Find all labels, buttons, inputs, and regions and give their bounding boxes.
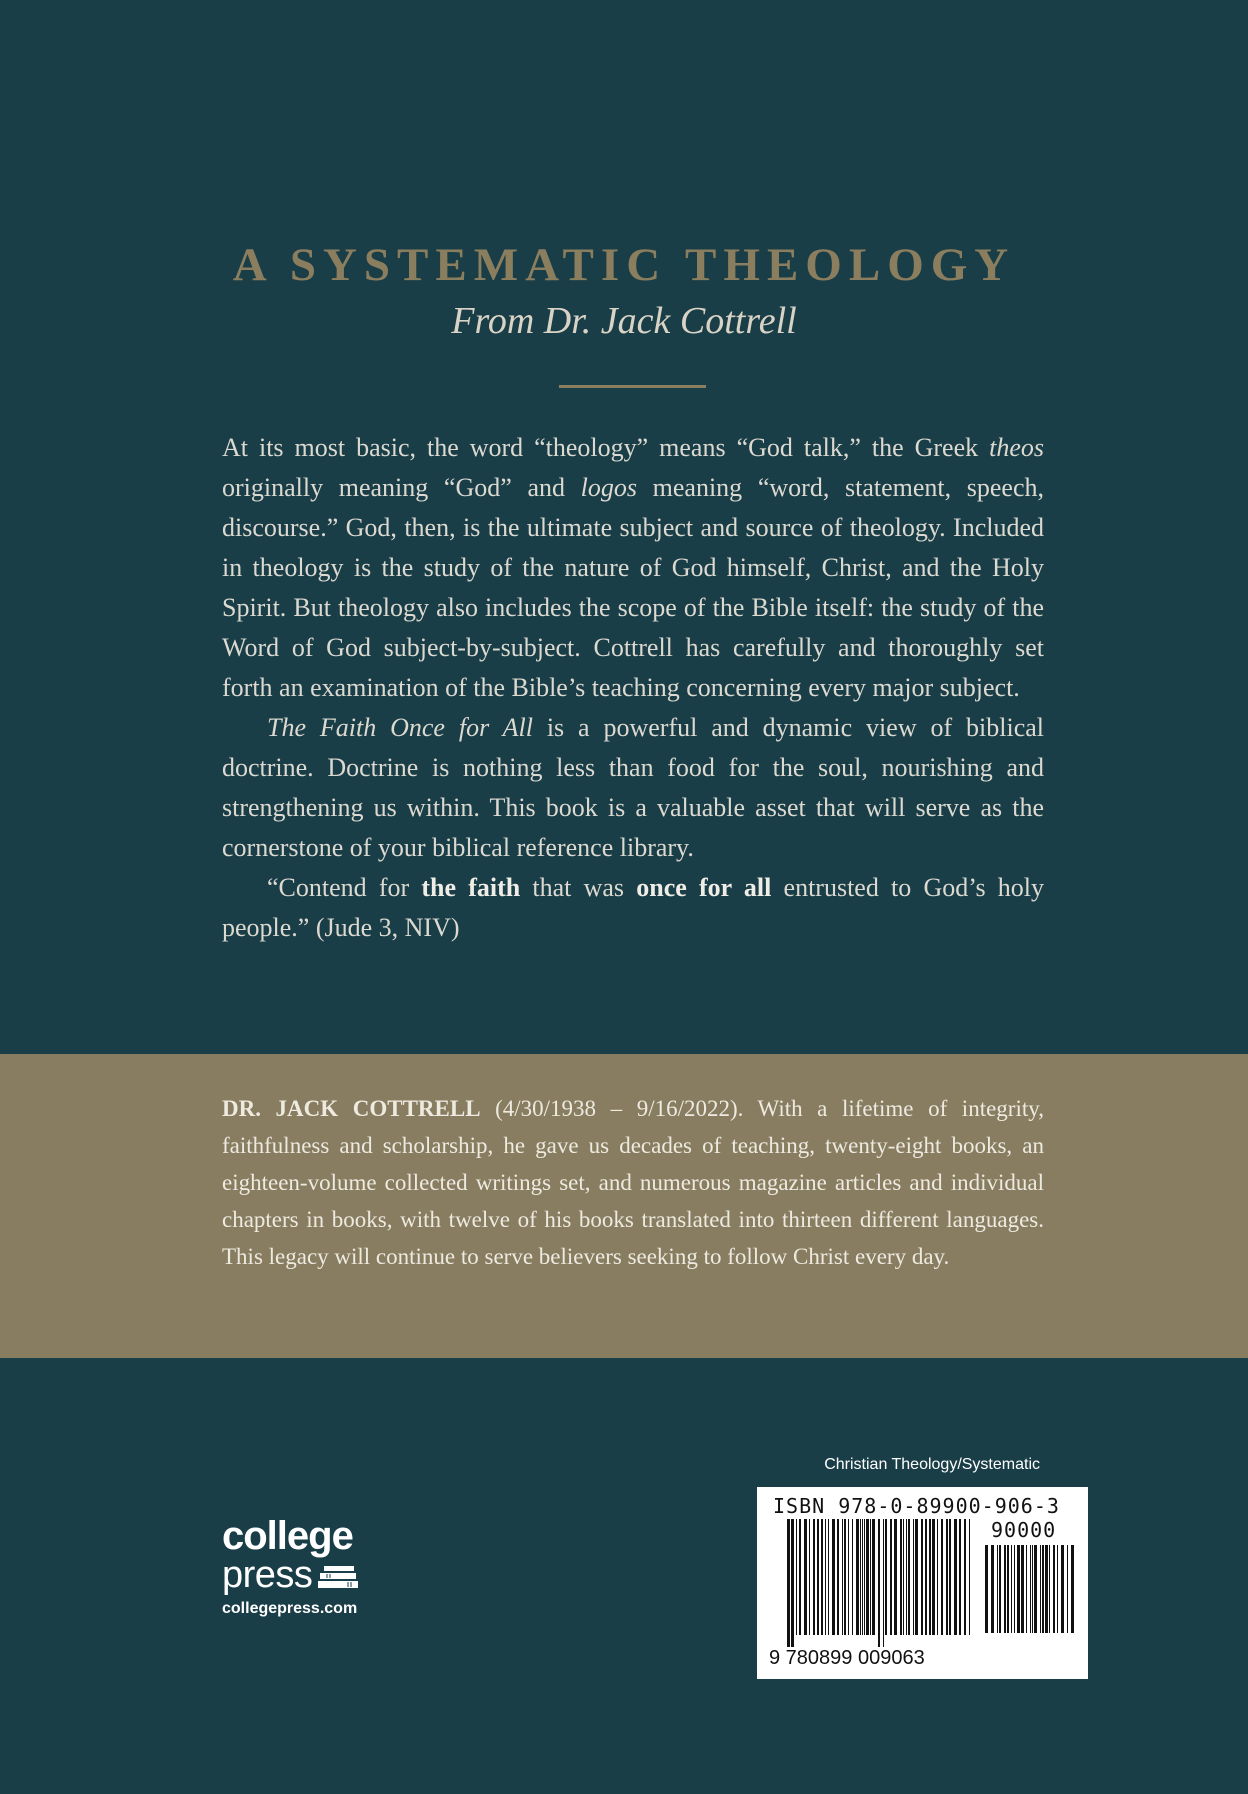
barcode-bar xyxy=(1057,1545,1058,1633)
book-subtitle: From Dr. Jack Cottrell xyxy=(451,300,797,342)
description-paragraph-1: At its most basic, the word “theology” means “God talk,” the Greek theos originally meaning “God” and logos meaning “word, statement, speech, discourse.” God, then, is the ultimate subject and source of theology. Included in theology is the study of the nature of God himself, Christ, and the Holy Spirit. But theology also includes the scope of the Bible itself: the study of the Word of God subject-by-subject. Cottrell has carefully and thoroughly set forth an examination of the Bible’s teaching concerning every major subject. xyxy=(222,433,1044,702)
barcode-bar xyxy=(864,1519,865,1635)
barcode-bar xyxy=(969,1519,970,1635)
barcode-bar xyxy=(870,1519,871,1635)
barcode-bar xyxy=(915,1519,918,1635)
barcode-bar xyxy=(1014,1545,1015,1633)
barcode-bar xyxy=(787,1519,790,1647)
barcode-bar xyxy=(932,1519,935,1635)
isbn-number: ISBN 978-0-89900-906-3 xyxy=(773,1494,1060,1518)
publisher-logo xyxy=(222,1516,358,1618)
barcode-bar xyxy=(929,1519,931,1635)
barcode-bar xyxy=(872,1519,875,1635)
barcode-bar xyxy=(997,1545,998,1633)
barcode-bar xyxy=(825,1519,826,1635)
barcode-bar xyxy=(1045,1545,1048,1633)
barcode-bar xyxy=(999,1545,1001,1633)
publisher-logo-line2: press xyxy=(222,1554,313,1596)
barcode-bar xyxy=(860,1519,861,1635)
barcode-bar xyxy=(1026,1545,1027,1633)
barcode-bar xyxy=(1032,1545,1033,1633)
barcode-bar xyxy=(791,1519,794,1647)
barcode-bar xyxy=(1004,1545,1006,1633)
author-bio-band xyxy=(0,1054,1248,1358)
barcode-bar xyxy=(937,1519,938,1635)
isbn-barcode xyxy=(757,1487,1088,1679)
barcode-bar xyxy=(949,1519,951,1635)
barcode-bar xyxy=(959,1519,961,1635)
barcode-bar xyxy=(954,1519,957,1635)
barcode-bar xyxy=(1030,1545,1031,1633)
barcode-bar xyxy=(1007,1545,1009,1633)
barcode-bar xyxy=(832,1519,835,1635)
book-series-title: A SYSTEMATIC THEOLOGY xyxy=(232,239,1016,291)
barcode-bar xyxy=(817,1519,819,1635)
books-icon xyxy=(318,1566,358,1588)
barcode-bar xyxy=(1049,1545,1050,1633)
ean-digits: 9 780899 009063 xyxy=(769,1647,925,1669)
barcode-bar xyxy=(894,1519,897,1635)
ean-barcode-bars xyxy=(787,1519,973,1647)
barcode-bar xyxy=(862,1519,863,1635)
barcode-bar xyxy=(1021,1545,1024,1633)
barcode-bar xyxy=(1067,1545,1068,1633)
barcode-bar xyxy=(809,1519,810,1635)
barcode-bar xyxy=(883,1519,884,1647)
barcode-bar xyxy=(900,1519,902,1635)
barcode-bar xyxy=(813,1519,815,1635)
description-paragraph-3: “Contend for the faith that was once for all entrusted to God’s holy people.” (Jude 3, NIV) xyxy=(222,873,1044,942)
barcode-bar xyxy=(842,1519,843,1635)
barcode-bar xyxy=(906,1519,907,1635)
barcode-bar xyxy=(913,1519,914,1635)
barcode-bar xyxy=(1034,1545,1037,1633)
barcode-bar xyxy=(964,1519,966,1635)
price-code: 90000 xyxy=(991,1518,1057,1542)
author-name: DR. JACK COTTRELL xyxy=(222,1096,481,1121)
barcode-bar xyxy=(921,1519,923,1635)
subject-category: Christian Theology/Systematic xyxy=(824,1456,1040,1473)
addon-barcode-bars xyxy=(985,1545,1077,1645)
barcode-bar xyxy=(856,1519,859,1635)
barcode-bar xyxy=(1011,1545,1012,1633)
title-divider xyxy=(559,385,706,388)
barcode-bar xyxy=(908,1519,910,1635)
barcode-bar xyxy=(796,1519,797,1635)
description-paragraph-2: The Faith Once for All is a powerful and dynamic view of biblical doctrine. Doctrine is nothing less than food for the soul, nourishing and strengthening us within. This book is a valuable asset that will serve as the cornerstone of your biblical reference library. xyxy=(222,713,1044,862)
publisher-url: collegepress.com xyxy=(222,1600,358,1617)
barcode-bar xyxy=(890,1519,892,1635)
barcode-bar xyxy=(878,1519,880,1647)
barcode-bar xyxy=(946,1519,948,1635)
barcode-bar xyxy=(985,1545,988,1633)
barcode-bar xyxy=(903,1519,904,1635)
barcode-bar xyxy=(991,1545,994,1633)
barcode-bar xyxy=(1017,1545,1020,1633)
barcode-bar xyxy=(866,1519,869,1635)
barcode-bar xyxy=(821,1519,823,1635)
barcode-bar xyxy=(844,1519,846,1635)
barcode-bar xyxy=(804,1519,807,1635)
barcode-bar xyxy=(1042,1545,1044,1633)
publisher-logo-line1: college xyxy=(222,1514,353,1558)
barcode-bar xyxy=(1061,1545,1064,1633)
barcode-bar xyxy=(1040,1545,1041,1633)
barcode-bar xyxy=(828,1519,829,1635)
barcode-bar xyxy=(925,1519,927,1635)
barcode-bar xyxy=(885,1519,887,1635)
barcode-bar xyxy=(837,1519,839,1635)
barcode-bar xyxy=(848,1519,849,1635)
barcode-bar xyxy=(1053,1545,1055,1633)
barcode-bar xyxy=(941,1519,943,1635)
book-description xyxy=(222,428,1044,948)
barcode-bar xyxy=(799,1519,801,1635)
barcode-bar xyxy=(852,1519,853,1635)
heading-block xyxy=(0,240,1248,346)
author-bio: DR. JACK COTTRELL (4/30/1938 – 9/16/2022). With a lifetime of integrity, faithfulness and scholarship, he gave us decades of teaching, twenty-eight books, an eighteen-volume collected writings set, and numerous magazine articles and individual chapters in books, with twelve of his books translated into thirteen different languages. This legacy will continue to serve believers seeking to follow Christ every day. xyxy=(222,1096,1044,1269)
barcode-bar xyxy=(1071,1545,1074,1633)
